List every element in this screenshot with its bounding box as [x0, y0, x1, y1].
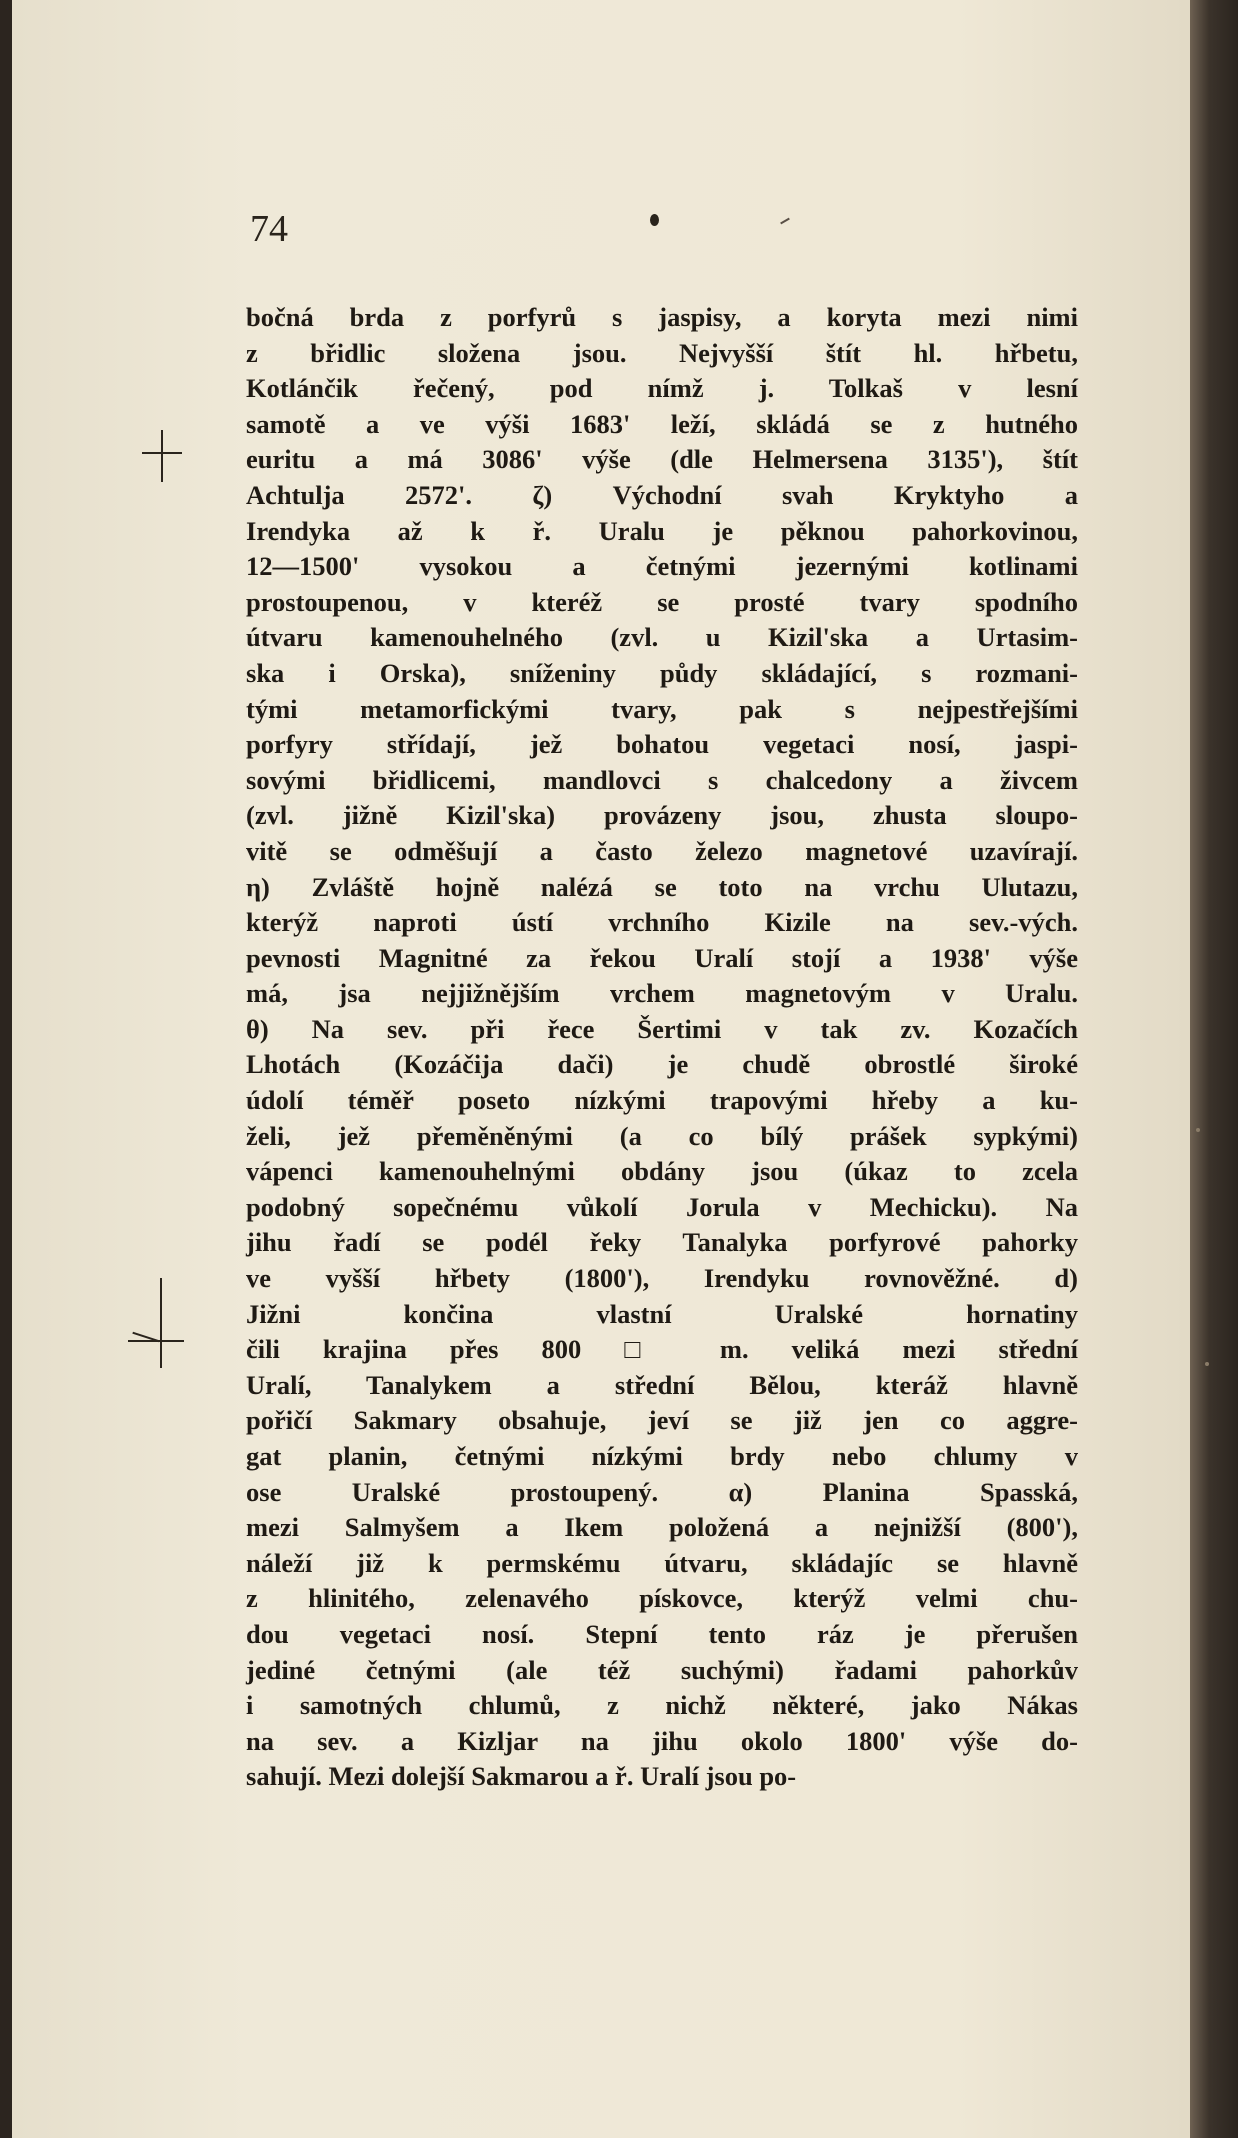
text-line: z hlinitého, zelenavého pískovce, kterýž velmi chu- [246, 1583, 1078, 1614]
text-line: pevnosti Magnitné za řekou Uralí stojí a 1938' výše [246, 942, 1078, 973]
book-spine-edge [1190, 0, 1238, 2138]
text-line: 12—1500' vysokou a četnými jezernými kotlinami [246, 551, 1078, 582]
text-line: jihu řadí se podél řeky Tanalyka porfyrové pahorky [246, 1227, 1078, 1258]
text-line: Lhotách (Kozáčija dači) je chudě obrostlé široké [246, 1049, 1078, 1080]
text-line: sovými břidlicemi, mandlovci s chalcedony a živcem [246, 764, 1078, 795]
text-line: θ) Na sev. při řece Šertimi v tak zv. Kozačích [246, 1013, 1078, 1044]
text-line: čili krajina přes 800 □ m. veliká mezi střední [246, 1334, 1078, 1365]
paper-speck [1205, 1362, 1209, 1366]
text-line: η) Zvláště hojně nalézá se toto na vrchu Ulutazu, [246, 871, 1078, 902]
text-line: dou vegetaci nosí. Stepní tento ráz je přerušen [246, 1618, 1078, 1649]
text-line: sahují. Mezi dolejší Sakmarou a ř. Uralí jsou po- [246, 1761, 797, 1792]
text-line: bočná brda z porfyrů s jaspisy, a koryta mezi nimi [246, 302, 1078, 332]
margin-cross-mark [128, 1278, 184, 1368]
text-line: Irendyka až k ř. Uralu je pěknou pahorkovinou, [246, 515, 1078, 546]
text-line: tými metamorfickými tvary, pak s nejpestřejšími [246, 693, 1078, 724]
text-line: Achtulja 2572'. ζ) Východní svah Kryktyho a [246, 479, 1078, 510]
paper-speck [1196, 1128, 1200, 1132]
text-line: pořičí Sakmary obsahuje, jeví se již jen co aggre- [246, 1405, 1078, 1436]
text-line: náleží již k permskému útvaru, skládajíc se hlavně [246, 1547, 1078, 1578]
body-text [246, 300, 1078, 1795]
page-number: 74 [250, 208, 288, 250]
text-line: euritu a má 3086' výše (dle Helmersena 3135'), štít [246, 444, 1078, 475]
text-line: údolí téměř poseto nízkými trapovými hřeby a ku- [246, 1085, 1078, 1116]
text-line: útvaru kamenouhelného (zvl. u Kizil'ska a Urtasim- [246, 622, 1078, 653]
text-line: mezi Salmyšem a Ikem položená a nejnižší (800'), [246, 1512, 1078, 1543]
text-line: (zvl. jižně Kizil'ska) provázeny jsou, zhusta sloupo- [246, 800, 1078, 831]
text-line: na sev. a Kizljar na jihu okolo 1800' výše do- [246, 1725, 1078, 1756]
margin-plus-mark [142, 430, 182, 482]
left-page-edge [0, 0, 12, 2138]
text-line: má, jsa nejjižnějším vrchem magnetovým v Uralu. [246, 978, 1078, 1009]
text-line: gat planin, četnými nízkými brdy nebo chlumy v [246, 1441, 1078, 1471]
text-line: vápenci kamenouhelnými obdány jsou (úkaz to zcela [246, 1156, 1078, 1187]
text-line: vitě se odměšují a často železo magnetové uzavírají. [246, 835, 1078, 866]
text-line: porfyry střídají, jež bohatou vegetaci nosí, jaspi- [246, 729, 1078, 760]
text-line: kterýž naproti ústí vrchního Kizile na sev.-vých. [246, 907, 1078, 938]
text-line: jediné četnými (ale též suchými) řadami pahorkův [246, 1654, 1078, 1685]
text-line: z břidlic složena jsou. Nejvyšší štít hl. hřbetu, [246, 337, 1078, 368]
text-line: ose Uralské prostoupený. α) Planina Spasská, [246, 1476, 1078, 1507]
text-line: Kotlánčik řečený, pod nímž j. Tolkaš v lesní [246, 373, 1078, 404]
header-ink-dot [650, 214, 659, 226]
text-line: želi, jež přeměněnými (a co bílý prášek sypkými) [246, 1120, 1078, 1151]
text-line: Jižni končina vlastní Uralské hornatiny [246, 1298, 1078, 1329]
text-line: Uralí, Tanalykem a střední Bělou, kteráž hlavně [246, 1369, 1078, 1400]
text-line: samotě a ve výši 1683' leží, skládá se z hutného [246, 408, 1078, 439]
text-line: i samotných chlumů, z nichž některé, jako Nákas [246, 1690, 1078, 1721]
text-line: prostoupenou, v kteréž se prosté tvary spodního [246, 586, 1078, 617]
text-line: ve vyšší hřbety (1800'), Irendyku rovnověžné. d) [246, 1263, 1078, 1294]
text-line: ska i Orska), sníženiny půdy skládající, s rozmani- [246, 657, 1078, 688]
text-line: podobný sopečnému vůkolí Jorula v Mechicku). Na [246, 1191, 1078, 1222]
